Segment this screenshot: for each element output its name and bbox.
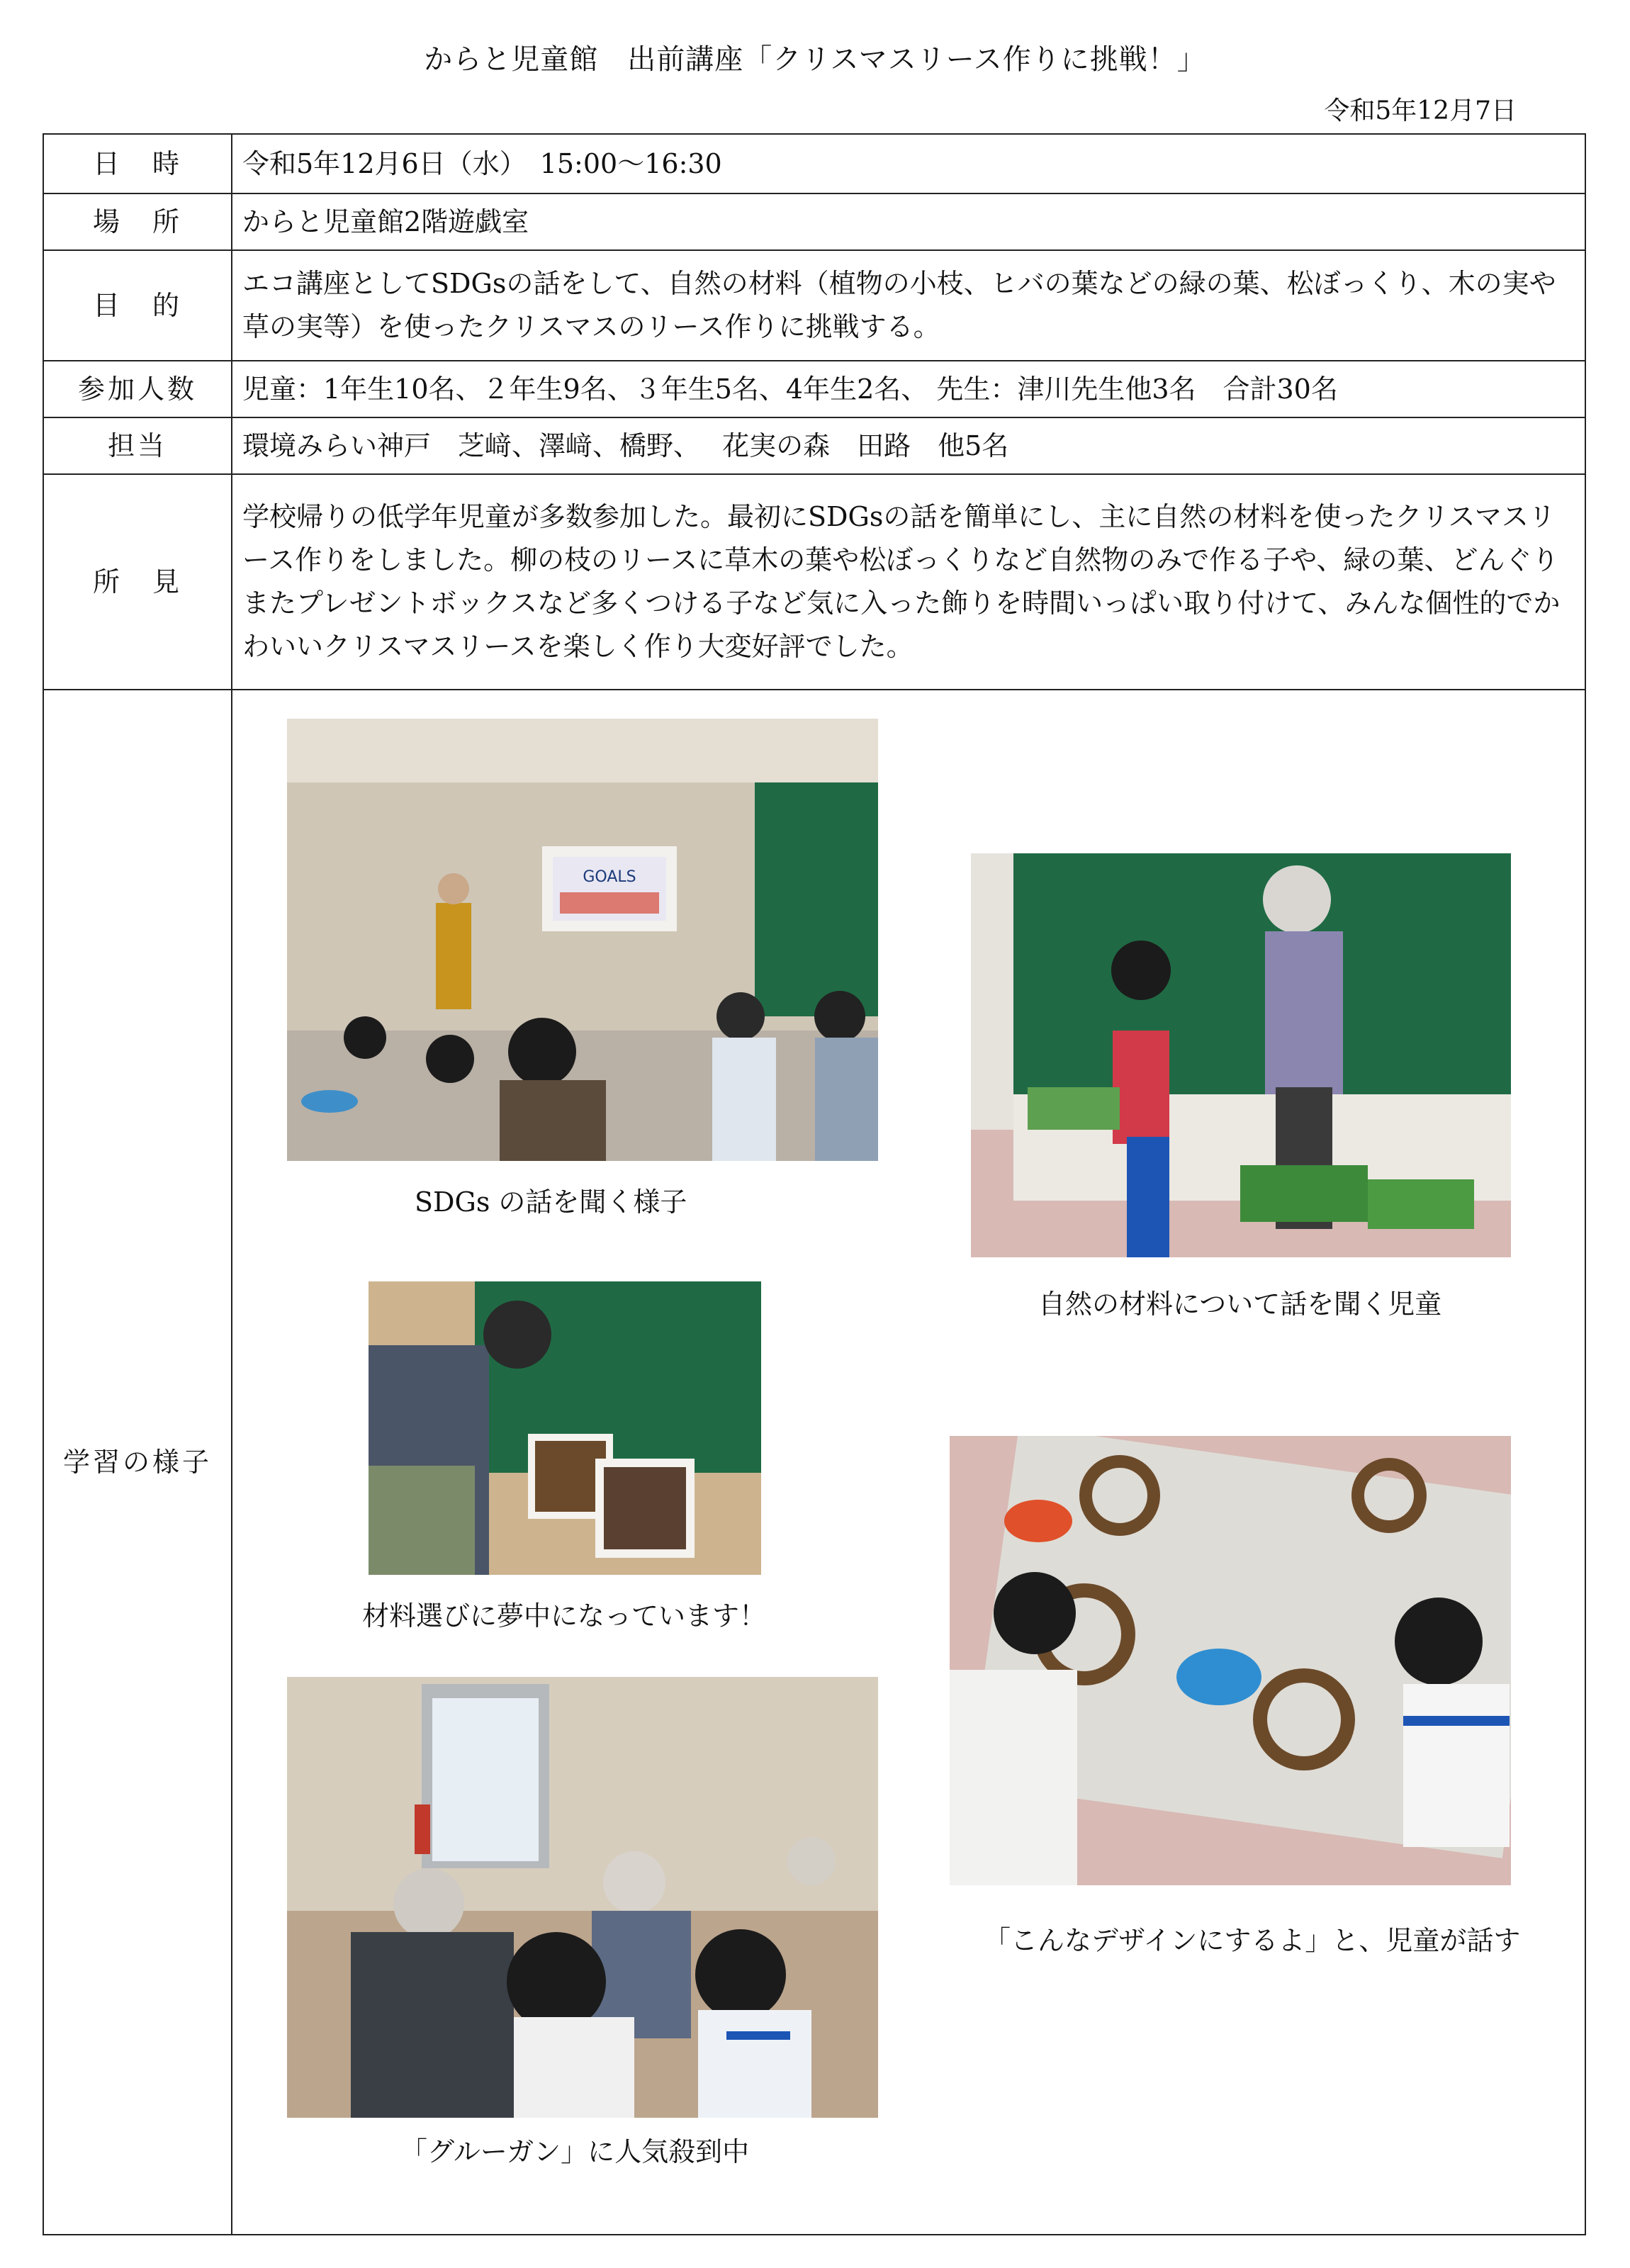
photo-gallery [232,690,1585,2234]
findings-label: 所 見 [43,474,232,690]
photo-sdgs-talk [287,719,878,1161]
row-purpose [43,250,1585,361]
screen-goals-text: GOALS [583,868,636,886]
photo-choosing-materials [369,1281,761,1575]
row-participants [43,361,1585,417]
staff-value: 環境みらい神戸 芝﨑、澤﨑、橋野、 花実の森 田路 他5名 [232,417,1585,474]
place-label: 場 所 [43,193,232,250]
staff-label: 担当 [43,417,232,474]
findings-value: 学校帰りの低学年児童が多数参加した。最初にSDGsの話を簡単にし、主に自然の材料を使ったクリスマスリース作りをしました。柳の枝のリースに草木の葉や松ぼっくりなど自然物のみで作る子や、緑の葉、どんぐりまたプレゼントボックスなど多くつける子など気に入った飾りを時間いっぱい取り付けて、みんな個性的でかわいいクリスマスリースを楽しく作り大変好評でした。 [232,474,1585,690]
document-title: からと児童館 出前講座「クリスマスリース作りに挑戦！」 [424,43,1206,76]
purpose-value: エコ講座としてSDGsの話をして、自然の材料（植物の小枝、ヒバの葉などの緑の葉、松ぼっくり、木の実や草の実等）を使ったクリスマスのリース作りに挑戦する。 [232,250,1585,361]
row-place [43,193,1585,250]
caption-glue-gun: 「グルーガン」に人気殺到中 [400,2136,750,2167]
photo-design-talk [950,1436,1511,1885]
learning-label: 学習の様子 [43,690,232,2235]
participants-value: 児童：1年生10名、２年生9名、３年生5名、4年生2名、 先生：津川先生他3名 合計30名 [232,361,1585,417]
caption-materials-talk: 自然の材料について話を聞く児童 [1038,1289,1442,1320]
caption-choosing-materials: 材料選びに夢中になっています！ [362,1600,767,1632]
learning-gallery-cell [232,690,1585,2235]
photo-glue-gun [287,1677,878,2118]
datetime-value: 令和5年12月6日（水） 15:00～16:30 [232,134,1585,193]
photo-materials-talk [971,853,1511,1257]
row-staff [43,417,1585,474]
caption-sdgs-talk: SDGs の話を聞く様子 [415,1186,687,1218]
row-findings [43,474,1585,690]
caption-design-talk: 「こんなデザインにするよ」と、児童が話す [984,1925,1521,1956]
row-learning [43,690,1585,2235]
datetime-label: 日 時 [43,134,232,193]
place-value: からと児童館2階遊戯室 [232,193,1585,250]
row-datetime [43,134,1585,193]
participants-label: 参加人数 [43,361,232,417]
document-date: 令和5年12月7日 [1324,96,1517,125]
purpose-label: 目 的 [43,250,232,361]
report-table [43,133,1586,2235]
